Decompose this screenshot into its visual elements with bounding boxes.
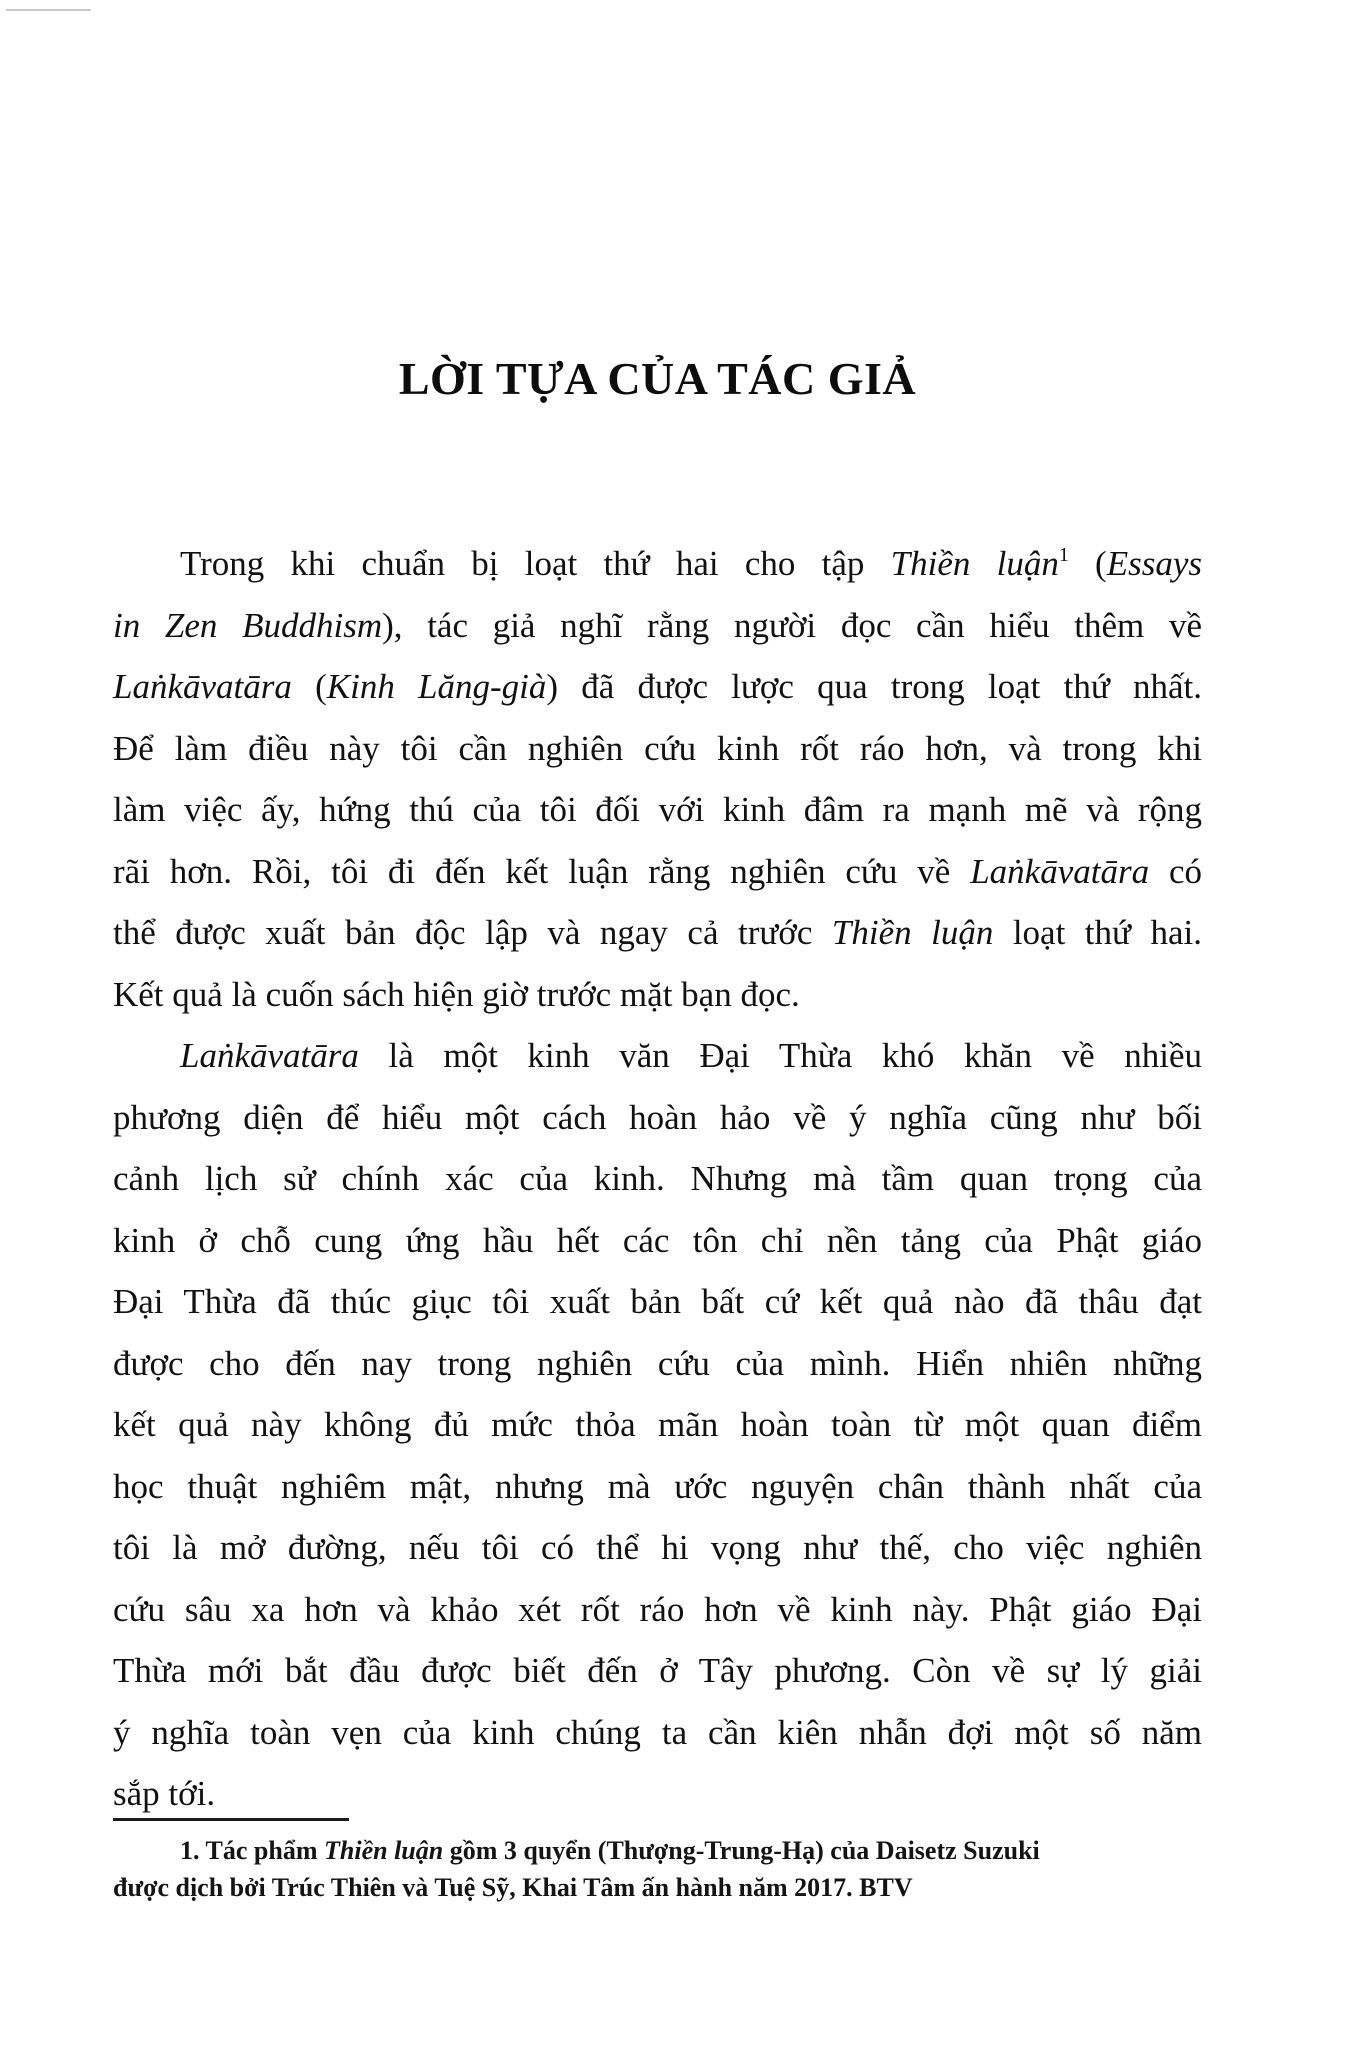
text-line [113,1333,1202,1395]
text-segment: cứu sâu xa hơn và khảo xét rốt ráo hơn về kinh này. Phật giáo Đại [113,1589,1202,1629]
text-line [113,902,1202,964]
text-segment: ( [1068,544,1107,583]
italic-text: Laṅkāvatāra [180,1036,359,1075]
text-segment: phương diện để hiểu một cách hoàn hảo về ý nghĩa cũng như bối [113,1097,1202,1137]
text-segment: ), tác giả nghĩ rằng người đọc cần hiểu thêm về [382,605,1202,645]
text-segment: Kết quả là cuốn sách hiện giờ trước mặt bạn đọc. [113,974,800,1014]
text-segment: là một kinh văn Đại Thừa khó khăn về nhiều [358,1036,1202,1075]
text-line [113,1763,1202,1825]
text-segment: Để làm điều này tôi cần nghiên cứu kinh rốt ráo hơn, và trong khi [113,728,1202,768]
text-line [113,1517,1202,1579]
text-segment: loạt thứ hai. [993,913,1203,952]
text-line [113,841,1202,903]
text-segment: kinh ở chỗ cung ứng hầu hết các tôn chỉ nền tảng của Phật giáo [113,1220,1202,1260]
footnote [113,1832,1183,1906]
text-segment: Thừa mới bắt đầu được biết đến ở Tây phương. Còn về sự lý giải [113,1651,1202,1690]
text-segment: tôi là mở đường, nếu tôi có thể hi vọng như thế, cho việc nghiên [113,1528,1202,1567]
paragraph-2 [113,1025,1202,1825]
body-text [113,533,1202,1825]
text-segment: ) đã được lược qua trong loạt thứ nhất. [546,667,1203,706]
italic-text: Laṅkāvatāra [113,667,292,706]
text-segment: cảnh lịch sử chính xác của kinh. Nhưng mà tầm quan trọng của [113,1159,1202,1198]
text-segment: có [1149,851,1202,891]
text-line [113,964,1202,1026]
italic-text: in Zen Buddhism [113,605,383,645]
text-segment: Trong khi chuẩn bị loạt thứ hai cho tập [180,544,891,583]
italic-text: Kinh Lăng-già [326,667,547,706]
text-segment: 1. Tác phẩm [180,1836,324,1865]
text-line [113,718,1202,780]
text-line [113,1210,1202,1272]
scan-artifact-mark [6,9,91,11]
text-segment: ( [291,667,327,706]
text-line [113,1640,1202,1702]
paragraph-1 [113,533,1202,1025]
text-line [113,779,1202,841]
text-line [113,1832,1183,1869]
italic-text: Thiền luận [831,913,994,952]
footnote-marker: 1 [1058,544,1069,566]
text-line [113,656,1202,718]
text-segment: Đại Thừa đã thúc giục tôi xuất bản bất cứ kết quả nào đã thâu đạt [113,1282,1202,1321]
text-line [113,1271,1202,1333]
text-segment: thể được xuất bản độc lập và ngay cả trước [113,913,832,952]
page-title: LỜI TỰA CỦA TÁC GIẢ [398,353,917,404]
footnote-separator-rule [113,1818,349,1821]
text-line [113,1869,1183,1906]
text-segment: kết quả này không đủ mức thỏa mãn hoàn toàn từ một quan điểm [113,1405,1202,1444]
text-line [113,1456,1202,1518]
italic-text: Essays [1106,544,1202,583]
text-segment: được cho đến nay trong nghiên cứu của mình. Hiển nhiên những [113,1343,1202,1383]
text-segment: rãi hơn. Rồi, tôi đi đến kết luận rằng nghiên cứu về [113,851,971,891]
text-line [113,1148,1202,1210]
text-segment: được dịch bởi Trúc Thiên và Tuệ Sỹ, Khai Tâm ấn hành năm 2017. BTV [113,1873,913,1902]
text-segment: gồm 3 quyển (Thượng-Trung-Hạ) của Daisetz Suzuki [443,1836,1040,1865]
italic-text: Thiền luận [890,544,1059,583]
text-line [113,533,1202,595]
text-line [113,1702,1202,1764]
text-segment: ý nghĩa toàn vẹn của kinh chúng ta cần kiên nhẫn đợi một số năm [113,1712,1202,1752]
italic-text: Laṅkāvatāra [970,851,1150,891]
text-line [113,1087,1202,1149]
italic-text: Thiền luận [324,1836,444,1865]
text-segment: làm việc ấy, hứng thú của tôi đối với kinh đâm ra mạnh mẽ và rộng [113,790,1202,829]
text-line [113,1025,1202,1087]
text-line [113,1394,1202,1456]
text-segment: sắp tới. [113,1774,216,1813]
text-segment: học thuật nghiêm mật, nhưng mà ước nguyện chân thành nhất của [113,1466,1202,1506]
text-line [113,1579,1202,1641]
text-line [113,595,1202,657]
